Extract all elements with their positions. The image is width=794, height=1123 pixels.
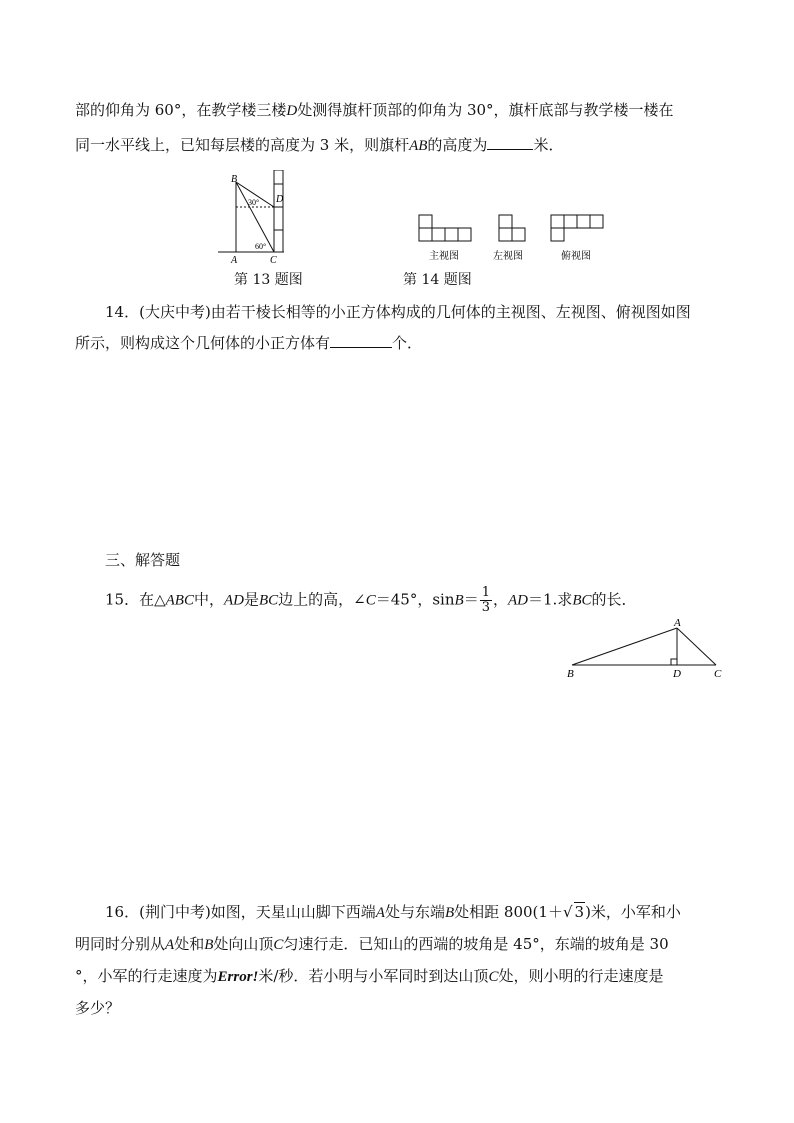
label-b: B: [567, 668, 574, 680]
error-field: Error!: [217, 969, 259, 985]
label-c: C: [270, 255, 277, 265]
label-d: D: [276, 194, 284, 205]
left-view: [499, 215, 525, 241]
q15-text: 15．在△ABC中，AD是BC边上的高，∠C＝45°，sinB＝ $\frac{1}{3}$ ，AD＝1.求BC的长．: [105, 585, 637, 615]
q16-line-1: 16．(荆门中考)如图，天星山山脚下西端A处与东端B处相距 800(1＋√ 3)米，小军和小: [105, 903, 681, 921]
answer-blank-13: [487, 135, 533, 150]
q16-line-2: 明同时分别从A处和B处向山顶C匀速行走．已知山的西端的坡角是 45°，东端的坡角是 30: [75, 935, 669, 953]
figure-14-views: [415, 212, 615, 264]
label-d: D: [673, 668, 681, 680]
angle-60-label: 60°: [255, 242, 267, 251]
right-angle-mark: [671, 659, 677, 665]
main-view-label: 主视图: [429, 251, 459, 262]
label-a: A: [674, 617, 681, 629]
figure-13-diagram: [218, 170, 298, 265]
figure-15-triangle: [562, 617, 732, 681]
q16-line-4: 多少？: [75, 999, 121, 1017]
side-ab: [572, 628, 677, 665]
top-view: [551, 215, 603, 241]
angle-30-label: 30°: [248, 198, 260, 207]
left-view-label: 左视图: [493, 251, 523, 262]
label-d: D: [286, 103, 298, 119]
caption-14: 第 14 题图: [403, 272, 472, 288]
q14-line-1: 14．(大庆中考)由若干棱长相等的小正方体构成的几何体的主视图、左视图、俯视图如图: [105, 303, 691, 321]
q13-line-2: 同一水平线上，已知每层楼的高度为 3 米，则旗杆AB的高度为 米．: [75, 136, 564, 154]
label-c: C: [714, 668, 722, 680]
label-b: B: [231, 174, 238, 185]
main-view: [419, 215, 471, 241]
caption-13: 第 13 题图: [234, 272, 303, 288]
q16-line-3: °，小军的行走速度为Error!米/秒．若小明与小军同时到达山顶C处，则小明的行走速度是: [75, 967, 664, 985]
answer-blank-14: [330, 333, 392, 348]
label-a: A: [231, 255, 238, 265]
side-ac: [677, 628, 716, 665]
top-view-label: 俯视图: [561, 251, 591, 262]
q14-line-2: 所示，则构成这个几何体的小正方体有 个．: [75, 334, 423, 352]
fraction-one-third: $\frac{1}{3}$: [481, 585, 490, 615]
section-3-title: 三、解答题: [105, 551, 181, 569]
q13-line-1: 部的仰角为 60°，在教学楼三楼D处测得旗杆顶部的仰角为 30°，旗杆底部与教学楼一楼在: [75, 101, 674, 119]
sqrt-3: √ 3: [562, 903, 585, 921]
building: [274, 170, 283, 252]
